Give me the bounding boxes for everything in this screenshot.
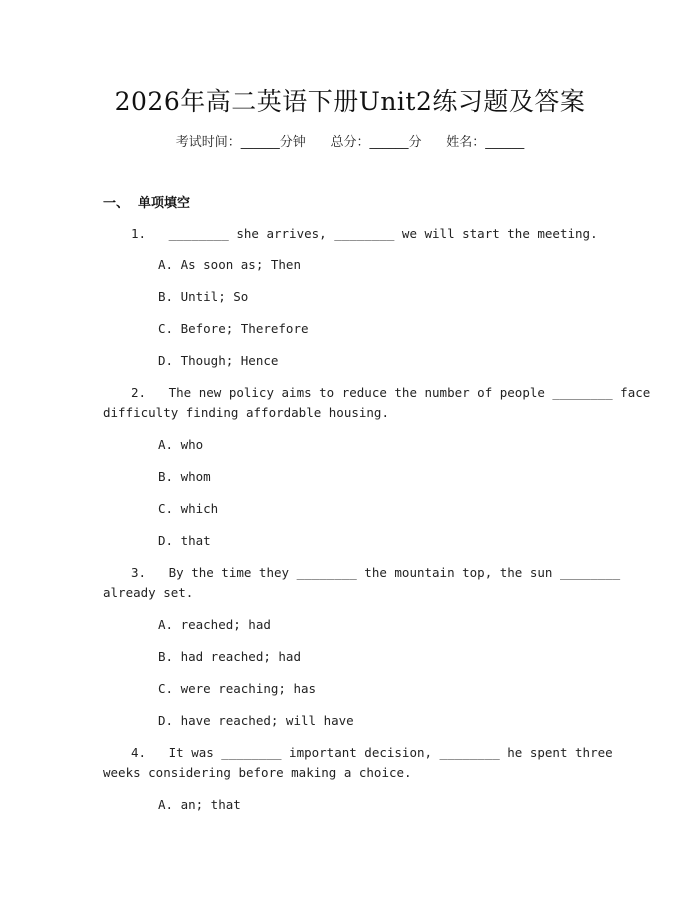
- question-1-text: 1. ________ she arrives, ________ we will start the meeting.: [131, 226, 598, 241]
- question-3-option-c: C. were reaching; has: [158, 681, 317, 696]
- question-1-option-a: A. As soon as; Then: [158, 257, 301, 272]
- question-4-text-continued: weeks considering before making a choice.: [103, 765, 412, 780]
- question-2-option-a: A. who: [158, 437, 204, 452]
- question-3-option-b: B. had reached; had: [158, 649, 301, 664]
- question-2-option-d: D. that: [158, 533, 211, 548]
- question-2-option-c: C. which: [158, 501, 219, 516]
- section-heading: 一、 单项填空: [103, 196, 191, 211]
- question-1-option-b: B. Until; So: [158, 289, 249, 304]
- question-3-text: 3. By the time they ________ the mountain top, the sun ________: [131, 565, 621, 580]
- question-1-option-d: D. Though; Hence: [158, 353, 279, 368]
- question-1-option-c: C. Before; Therefore: [158, 321, 309, 336]
- document-title: 2026年高二英语下册Unit2练习题及答案: [114, 87, 586, 116]
- exam-info-line: 考试时间：______分钟 总分：______分 姓名：______: [175, 135, 525, 150]
- question-3-text-continued: already set.: [103, 585, 194, 600]
- question-2-text-continued: difficulty finding affordable housing.: [103, 405, 389, 420]
- question-2-option-b: B. whom: [158, 469, 211, 484]
- question-3-option-a: A. reached; had: [158, 617, 271, 632]
- question-3-option-d: D. have reached; will have: [158, 713, 354, 728]
- question-4-option-a: A. an; that: [158, 797, 241, 812]
- question-4-text: 4. It was ________ important decision, ________ he spent three: [131, 745, 613, 760]
- question-2-text: 2. The new policy aims to reduce the number of people ________ face: [131, 385, 651, 400]
